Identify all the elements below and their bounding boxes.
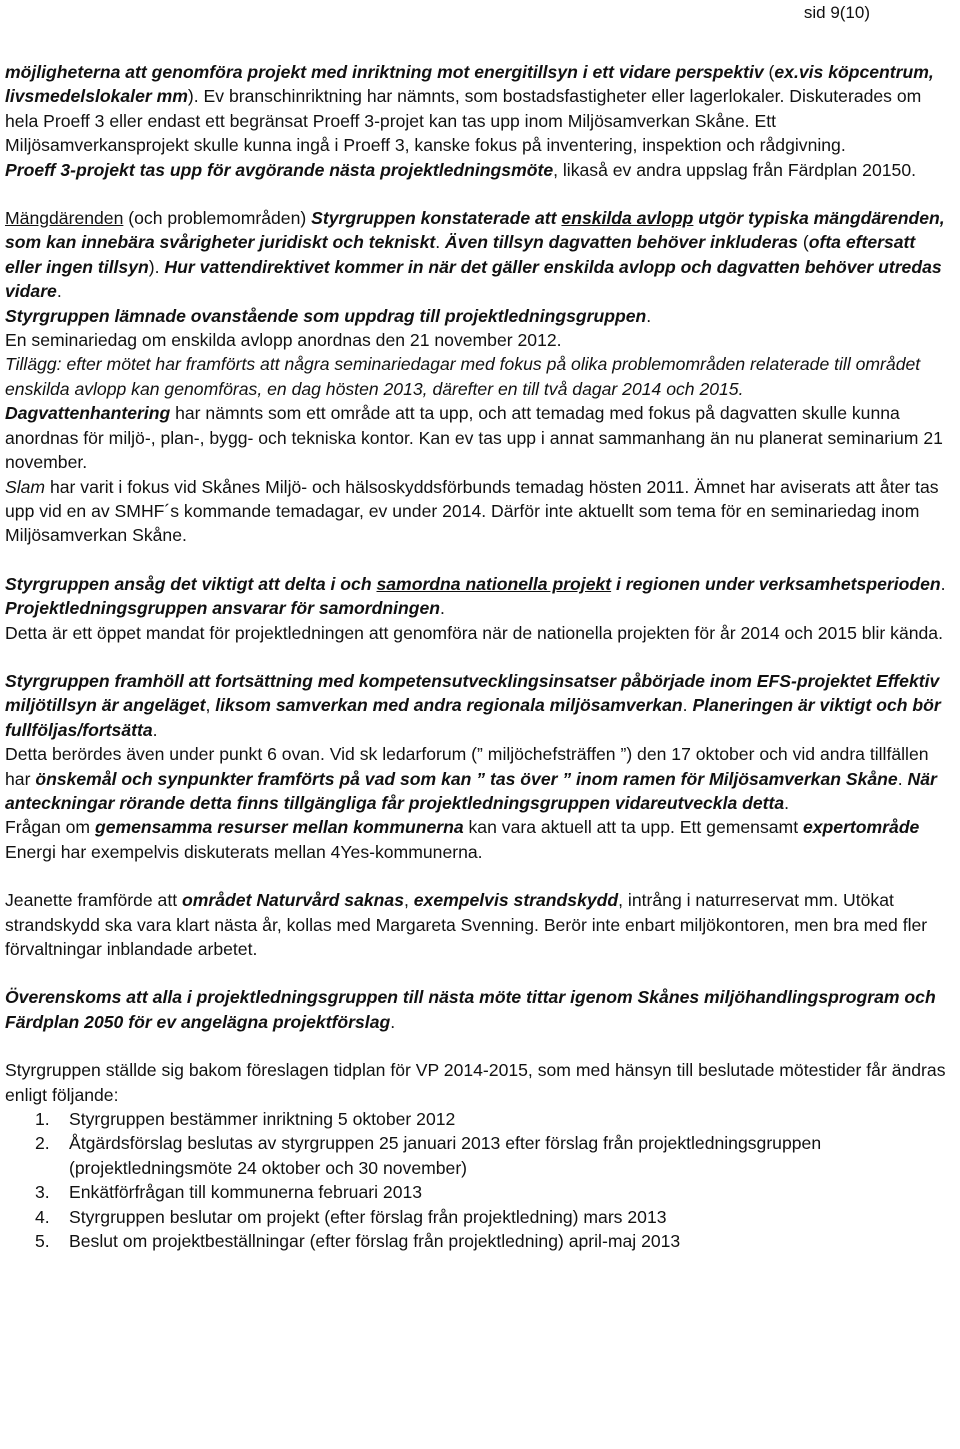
text-segment: Detta är ett öppet mandat för projektledningen att genomföra när de nationella projekten för år 2014 och 2015 blir kända.: [5, 622, 943, 643]
list-item-text: Enkätförfrågan till kommunerna februari 2013: [69, 1182, 423, 1203]
text-segment: ex.vis köpcentrum, livsmedelslokaler mm: [5, 62, 934, 107]
text-segment: Frågan om: [5, 817, 95, 838]
list-item: [5, 1180, 953, 1204]
text-segment: Tillägg: efter mötet har framförts att några seminariedagar med fokus på olika problemområden relaterade till området enskilda avlopp kan genomföras, en dag hösten 2013, därefter en till två dagar 2014 och 2015.: [5, 354, 921, 399]
text-segment: (och problemområden): [123, 208, 312, 229]
text-segment: Jeanette framförde att: [5, 890, 183, 911]
text-segment: gemensamma resurser mellan kommunerna: [94, 817, 464, 838]
text-segment: exempelvis strandskydd: [413, 890, 619, 911]
paragraph-gap: [5, 548, 953, 572]
text-segment: expertområde: [802, 817, 920, 838]
text-segment: Energi har exempelvis diskuterats mellan 4Yes-kommunerna.: [5, 841, 483, 862]
page-number: sid 9(10): [803, 3, 870, 22]
text-segment: Överenskoms att alla i projektledningsgruppen till nästa möte tittar igenom Skånes miljöhandlingsprogram och Färdplan 2050 för ev angelägna projektförslag: [5, 987, 936, 1032]
text-segment: .: [646, 305, 652, 326]
paragraph-gap: [5, 182, 953, 206]
list-number: 1.: [35, 1109, 50, 1130]
text-segment: området Naturvård saknas: [182, 890, 404, 911]
text-segment: möjligheterna att genomföra projekt med inriktning mot energitillsyn i ett vidare perspektiv: [5, 62, 764, 82]
list-number: 3.: [35, 1182, 50, 1203]
text-segment: önskemål och synpunkter framförts på vad som kan ” tas över ” inom ramen för Miljösamverkan Skåne: [35, 768, 898, 789]
text-segment: utgör typiska mängdärenden, som kan innebära svårigheter juridiskt och tekniskt: [5, 208, 945, 253]
paragraph-energy-projects: [5, 60, 953, 182]
text-segment: Detta berördes även under punkt 6 ovan. Vid sk ledarforum (” miljöchefsträffen ”) den 17 oktober och vid andra tillfällen har: [5, 744, 929, 789]
list-item-text: Åtgärdsförslag beslutas av styrgruppen 25 januari 2013 efter förslag från projektledningsgruppen (projektledningsmöte 24 oktober och 30 november): [69, 1133, 822, 1178]
text-segment: .: [682, 695, 693, 716]
paragraph-national-projects: [5, 572, 953, 645]
paragraph-agreement: [5, 985, 953, 1034]
text-segment: ,: [403, 890, 414, 911]
list-item: [5, 1107, 953, 1131]
text-segment: När anteckningar rörande detta finns tillgängliga får projektledningsgruppen vidareutveckla detta: [5, 768, 937, 813]
text-segment: .: [940, 573, 946, 594]
text-segment: , likaså ev andra uppslag från Färdplan 20150.: [553, 159, 916, 180]
text-segment: Planeringen är viktigt och bör fullföljas/fortsätta: [5, 695, 941, 740]
paragraph-nature-conservation: [5, 888, 953, 961]
text-segment: Styrgruppen konstaterade att: [311, 208, 562, 229]
list-number: 5.: [35, 1231, 50, 1252]
text-segment: .: [152, 719, 158, 740]
paragraph-gap: [5, 864, 953, 888]
paragraph-volume-cases: [5, 206, 953, 548]
paragraph-gap: [5, 1034, 953, 1058]
text-segment: har nämnts som ett område att ta upp, och att temadag med fokus på dagvatten skulle kunna anordnas för miljö-, plan-, bygg- och tekniska kontor. Kan ev tas upp i annat sammanhang än nu planerat seminarium 21 november.: [5, 403, 943, 473]
text-segment: (: [797, 232, 809, 253]
text-segment: .: [390, 1011, 396, 1032]
text-segment: Slam: [5, 476, 46, 497]
list-item: [5, 1131, 953, 1180]
paragraph-gap: [5, 645, 953, 669]
text-segment: samordna nationella projekt: [376, 573, 612, 594]
text-segment: Mängdärenden: [5, 208, 124, 229]
text-segment: .: [435, 232, 445, 253]
text-segment: Proeff 3-projekt tas upp för avgörande nästa projektledningsmöte: [5, 159, 554, 180]
text-segment: i regionen under verksamhetsperioden: [611, 573, 941, 594]
text-segment: Projektledningsgruppen ansvarar för samordningen: [5, 598, 441, 619]
text-segment: ).: [148, 256, 165, 277]
paragraph-competence-development: [5, 669, 953, 864]
text-segment: En seminariedag om enskilda avlopp anordnas den 21 november 2012.: [5, 330, 562, 351]
list-item-text: Styrgruppen beslutar om projekt (efter förslag från projektledning) mars 2013: [69, 1206, 667, 1227]
text-segment: .: [56, 281, 62, 302]
text-segment: Styrgruppen ansåg det viktigt att delta i och: [5, 573, 377, 594]
text-segment: , intrång i naturreservat mm. Utökat strandskydd ska vara klart nästa år, kollas med Margareta Svenning. Berör inte enbart miljökontoren, men bra med fler förvaltningar inblandade arbetet.: [5, 890, 928, 959]
text-segment: Även tillsyn dagvatten behöver inkluderas: [445, 232, 798, 253]
text-segment: Styrgruppen framhöll att fortsättning med kompetensutvecklingsinsatser påbörjade inom EFS-projektet Effektiv miljötillsyn är angeläget: [5, 670, 940, 716]
text-segment: (: [763, 62, 775, 82]
text-segment: Styrgruppen lämnade ovanstående som uppdrag till projektledningsgruppen: [5, 305, 647, 326]
text-segment: .: [897, 768, 908, 789]
text-segment: kan vara aktuell att ta upp. Ett gemensamt: [463, 817, 803, 838]
text-segment: ). Ev branschinriktning har nämnts, som bostadsfastigheter eller lagerlokaler. Diskuterades om hela Proeff 3 eller endast ett begränsat Proeff 3-projet kan tas upp inom Miljösamverkan Skåne. Ett Miljösamverkansprojekt skulle kunna ingå i Proeff 3, kanske fokus på inventering, inspektion och rådgivning.: [5, 86, 922, 156]
text-segment: enskilda avlopp: [561, 208, 694, 229]
list-number: 4.: [35, 1206, 50, 1227]
list-item: [5, 1229, 953, 1253]
text-segment: har varit i fokus vid Skånes Miljö- och hälsoskyddsförbunds temadag hösten 2011. Ämnet har aviserats att åter tas upp vid en av SMHF´s kommande temadagar, ev under 2014. Därför inte aktuellt som tema för en seminariedag inom Miljösamverkan Skåne.: [5, 476, 939, 546]
document-body: [5, 60, 953, 1253]
text-segment: .: [784, 792, 790, 813]
text-segment: Dagvattenhantering: [5, 403, 171, 424]
paragraph-timeline-intro: Styrgruppen ställde sig bakom föreslagen tidplan för VP 2014-2015, som med hänsyn till beslutade mötestider får ändras enligt följande:: [5, 1060, 946, 1105]
list-item-text: Beslut om projektbeställningar (efter förslag från projektledning) april-maj 2013: [69, 1231, 681, 1252]
text-segment: ,: [205, 695, 216, 716]
text-segment: .: [440, 598, 445, 619]
list-number: 2.: [35, 1133, 50, 1154]
text-segment: ofta eftersatt eller ingen tillsyn: [5, 232, 916, 277]
timeline-list: [5, 1107, 953, 1253]
list-item: [5, 1205, 953, 1229]
text-segment: liksom samverkan med andra regionala miljösamverkan: [215, 695, 683, 716]
text-segment: Hur vattendirektivet kommer in när det gäller enskilda avlopp och dagvatten behöver utredas vidare: [5, 256, 942, 302]
paragraph-gap: [5, 961, 953, 985]
list-item-text: Styrgruppen bestämmer inriktning 5 oktober 2012: [69, 1109, 456, 1130]
